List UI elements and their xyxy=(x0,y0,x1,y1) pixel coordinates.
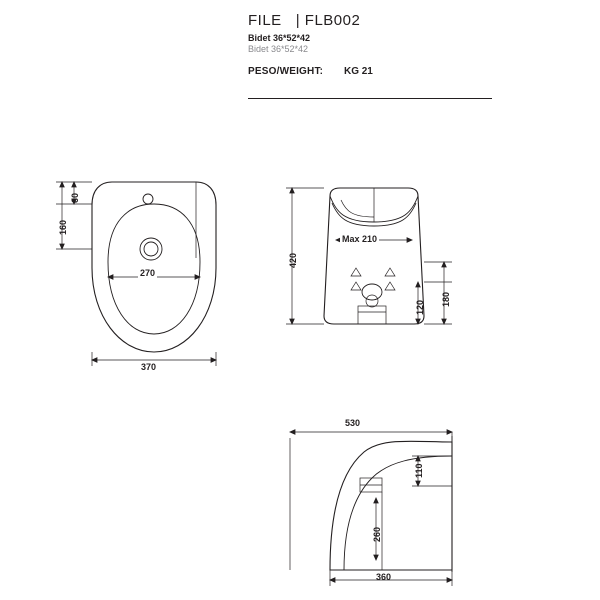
front-view-geometry xyxy=(324,188,424,324)
top-view-geometry xyxy=(92,182,216,352)
product-subtitle-alt: Bidet 36*52*42 xyxy=(248,44,309,54)
side-view-geometry xyxy=(330,436,452,572)
dim-front-420: 420 xyxy=(288,252,298,268)
dim-top-270: 270 xyxy=(140,268,156,278)
dim-side-360: 360 xyxy=(376,572,392,582)
dim-top-370: 370 xyxy=(141,362,157,372)
weight-value: KG 21 xyxy=(343,66,373,77)
dim-side-260: 260 xyxy=(372,526,382,542)
title-separator: | xyxy=(295,12,301,29)
title-main: FILE xyxy=(248,12,282,29)
dim-front-max210: Max 210 xyxy=(342,234,378,244)
title-code: FLB002 xyxy=(304,12,361,29)
dim-front-120: 120 xyxy=(415,299,425,315)
weight-label: PESO/WEIGHT: xyxy=(248,66,324,77)
dim-top-60: 60 xyxy=(70,192,80,203)
dim-side-530: 530 xyxy=(345,418,361,428)
dim-side-110: 110 xyxy=(414,463,424,478)
product-subtitle: Bidet 36*52*42 xyxy=(248,33,311,43)
dim-front-180: 180 xyxy=(441,291,451,307)
dim-top-160: 160 xyxy=(58,219,68,235)
